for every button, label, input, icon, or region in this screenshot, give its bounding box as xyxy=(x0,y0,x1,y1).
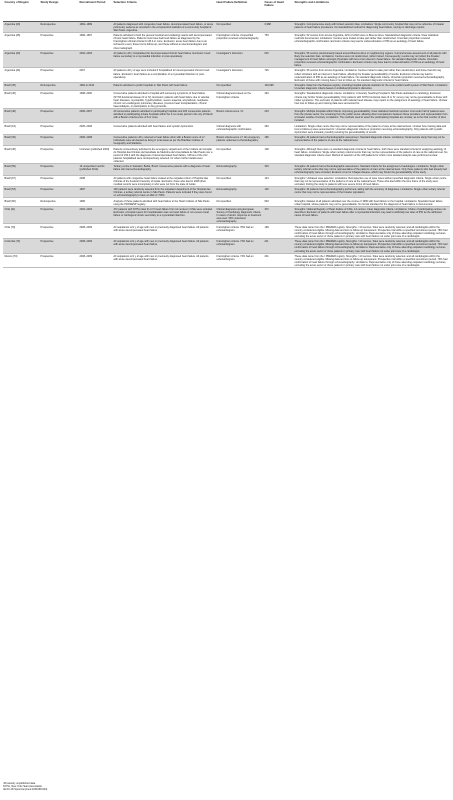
cell-design: Prospective xyxy=(39,91,78,109)
cell-cases: 194,098 xyxy=(263,82,293,90)
cell-design: Prospective xyxy=(39,146,78,164)
table-row xyxy=(3,91,450,109)
cell-period: 1992–1999 xyxy=(78,21,112,32)
cell-country: Brazil [67] xyxy=(3,175,39,186)
table-row xyxy=(3,123,450,134)
cell-country: Brazil [19] xyxy=(3,123,39,134)
cell-country: Brazil [66] xyxy=(3,198,39,206)
table-row xyxy=(3,146,450,164)
cell-strengths: Strengths: Unbiased case selection. Limitations: Retrospective use of case notes without specified diagnostic criteria. Single urban centre that may not be representative of the patterns of care at the national level. Those who died within the time frame of the study were excluded, limiting the study to patients with less severe forms of heart failure. xyxy=(293,175,450,186)
cell-strengths: Limitations: Single urban centre that may not be representative of the patterns of care at the national level. Unclear how missing data and loss to follow-up were accounted for. Uncertain diagnostic criteria or proportion receiving echocardiography. Only patients with systolic dysfunction were included, possibly reducing the generalisability of results. xyxy=(293,123,450,134)
col-header-country: Country of Region xyxy=(3,0,39,21)
cell-criteria: Consecutive patients ≥18 y referred to heart failure clinic with a Boston score of ≥7. Individuals were all classed as living in rural areas as per the Brazilian Institute of Geography and Statistics. xyxy=(112,134,215,145)
cell-cases: 372 xyxy=(263,206,293,224)
cell-definition: Echocardiography. xyxy=(215,164,263,175)
table-row xyxy=(3,50,450,68)
cell-design: Prospective xyxy=(39,206,78,224)
table-row xyxy=(3,175,450,186)
heart-failure-studies-table xyxy=(3,0,450,268)
cell-cases: 753 xyxy=(263,32,293,50)
cell-cases: 494 xyxy=(263,91,293,109)
col-header-period: Recruitment Period xyxy=(78,0,112,21)
table-row xyxy=(3,239,450,254)
table-row xyxy=(3,253,450,268)
cell-design: Prospective xyxy=(39,108,78,123)
cell-strengths: These data came from the I PREFER registry. Strengths: >10 centres. Sites were randomly selected, and all cardiologists within the country considered eligible. Missing data and loss to follow-up transparent. Prospective trial within a specified recruitment period. 73% had confirmation of heart failure through echocardiography. Limitations: Representative only of those attending outpatient cardiology services, excluding the acute sector or those patients in primary care with heart failure not under joint care of a cardiologist. xyxy=(293,253,450,268)
cell-design: Prospective xyxy=(39,50,78,68)
cell-cases: 201 xyxy=(263,253,293,268)
cell-country: Brazil [39] xyxy=(3,134,39,145)
cell-period: 2005–2006 xyxy=(78,123,112,134)
cell-period: 16 unspecified months (published 2012). xyxy=(78,164,112,175)
cell-country: Chile [70] xyxy=(3,224,39,239)
cell-period: 2008 xyxy=(78,175,112,186)
cell-strengths: Strengths: 52 centres from across Argentina, 42% of which were in Buenos Aires. Standardized diagnostic criteria. Clear statistical methods documented. Limitations: Centres were invited to take part rather than randomized. Uncertain proportion received echocardiographic confirmation. Exclusion criteria may lead to underestimation of IHD as an aetiology of heart failure. xyxy=(293,32,450,50)
cell-strengths: Strengths: Although there were no standard diagnostic criteria for heart failure, both there were standard criteria for assigning aetiology of heart failure. Limitations: Single urban tertiary referral centre that may not be representative of the patterns of care at the national level. No standard diagnostic criteria used. Method of selection of the 108 patients for whom more detailed analysis was performed unclear. xyxy=(293,146,450,164)
cell-strengths: These data came from the I PREFER registry. Strengths: >10 centres. Sites were randomly selected, and all cardiologists within the country considered eligible. Missing data and loss to follow-up transparent. Prospective trial within a specified recruitment period. 73% had confirmation of heart failure through echocardiography. Limitations: Representative only of those attending outpatient cardiology services, excluding the acute sector or those patients in primary care with heart failure not under joint care of a cardiologist. xyxy=(293,239,450,254)
cell-design: Retrospective xyxy=(39,198,78,206)
cell-period: 1996 xyxy=(78,198,112,206)
cell-design: Retrospective xyxy=(39,21,78,32)
cell-criteria: All outpatients ≥21 y of age with new or previously diagnosed heart failure. All patients with acute decompensated heart failure. xyxy=(112,253,215,268)
cell-definition: Boston criteria score ≥7. All emergency patients underwent echocardiography. xyxy=(215,134,263,145)
footnote-doi: doi:10.1371/journal.pmed.1001699.t002 xyxy=(3,788,48,792)
cell-criteria: All consecutive patients admitted to participating hospitals and 183 consecutive patients admitted to participating private hospitals within the 3-mo study period in the city of Niterói with a Boston criteria score of 8 or more. xyxy=(112,108,215,123)
cell-cases: 303 xyxy=(263,164,293,175)
cell-definition: Investigator's discretion. xyxy=(215,68,263,83)
cell-criteria: All patients ≥18 y of age were included if hospitalised for decompensated chronic heart failure. Exclusion: heart failure as a complication of a myocardial infarction or post-operatively. xyxy=(112,68,215,83)
table-row xyxy=(3,164,450,175)
cell-period: 1992 to 2010 xyxy=(78,82,112,90)
cell-criteria: All outpatients ≥21 y of age with new or previously diagnosed heart failure. All patients with acute decompensated heart failure. xyxy=(112,224,215,239)
cell-definition: Boston criteria score >8. xyxy=(215,108,263,123)
cell-period: 2002–2003 xyxy=(78,50,112,68)
cell-criteria: All patients diagnosed with congestive heart failure, decompensated heart failure, or acute pulmonary oedema as recorded in the computerized statistics of a community hospital of São Paulo, Argentina. xyxy=(113,22,214,32)
table-row xyxy=(3,186,450,197)
cell-strengths: Strengths: Multiple hospitals within Niterói, improving generalisability. Clear statistical methods reported. Just under half of patients were from the private sector, the remaining from the public sector, allowing direct comparisons between these providers and representation from a broader swathe of society. Limitations: The methods used to select the participating hospitals are unclear, as is the final number of sites included. xyxy=(293,108,450,123)
cell-country: Mexico [70] xyxy=(3,253,39,268)
table-header-row xyxy=(3,0,450,21)
cell-period: 1996–1997 xyxy=(78,32,112,50)
cell-criteria: Patients consecutively admitted to the emergency department of the Instituto do Coração do Hospital das Clínicas da Faculdade de Medicina da Universidade de São Paulo over a period of 150 d with the diagnosis of decompensated heart failure. 108 out of the 212 patients hospitalised were retrospectively selected, for whom further details were collected. xyxy=(112,146,215,164)
cell-country: Argentina [43] xyxy=(3,50,39,68)
cell-cases: 6,988 xyxy=(263,21,293,32)
cell-period: 2008–2009 xyxy=(78,224,112,239)
cell-period: 1998–2000 xyxy=(78,91,112,109)
cell-cases: 211 xyxy=(263,239,293,254)
cell-criteria: All patients ≥18 y hospitalised for decompensated chronic heart failure. Exclusion: heart failure secondary to a myocardial infarction or post-operatively. xyxy=(112,50,215,68)
cell-strengths: Strengths: All patients had echocardiographic assessment. Standard diagnostic criteria. Limitations: Small sample study that may not be representative of the patterns of care at the national level. xyxy=(293,134,450,145)
table-row xyxy=(3,32,450,50)
cell-design: Prospective xyxy=(39,68,78,83)
cell-strengths: Strengths: All patients had echocardiographic assessment. Standard criteria for the assignment of aetiologies. Limitations: Single urban tertiary referral centre that may not be representative of the patterns of care at the national level. Only those patients who had already had echocardiography were included. Endemic zone for Chagas disease, which may hinder the generalisability of the study. xyxy=(293,164,450,175)
table-footnotes xyxy=(3,782,450,792)
cell-definition: Not specified. xyxy=(215,21,263,32)
cell-strengths: Strengths: All patients had echocardiography performed, aiding with the accuracy of diagnoses. Limitations: Single urban tertiary referral centre that may not be representative of the broader population. xyxy=(293,186,450,197)
cell-criteria: All outpatients ≥21 y of age with new or previously diagnosed heart failure. All patients with acute decompensated heart failure. xyxy=(112,239,215,254)
cell-cases: 100 xyxy=(263,186,293,197)
table-row xyxy=(3,206,450,224)
cell-design: Prospective xyxy=(39,32,78,50)
cell-definition: Clinical diagnosis with echocardiographic confirmation. xyxy=(215,123,263,134)
cell-design: Prospective xyxy=(39,239,78,254)
table-row xyxy=(3,134,450,145)
cell-definition: Framingham criteria. Unspecified proportion received echocardiography. xyxy=(215,32,263,50)
cell-design: Prospective xyxy=(39,164,78,175)
cell-criteria: Consecutive patients admitted to hospital with worsening symptoms of heart failure (NYHA functional classes III or IV). Exclusion: patients with heart failure due to valvular heart diseases, myocarditis, hypothyroidism, severe anaemia, amyloidosis, neoplasia, chronic non-cardiogenic pulmonary diseases, previous heart transplantation, chronic haemodialysis, or participation in drug protocols. xyxy=(112,91,215,109)
cell-definition: Framingham criteria. 78% had an echocardiogram. xyxy=(215,224,263,239)
cell-strengths: Strengths: Comprehensive study with limited selection bias. Limitations: Single community hospital that may not be reflective of broader patterns of heart failure prevalence. No standardized method for diagnosing heart failure, relying on discharge reports. xyxy=(293,21,450,32)
cell-design: Prospective xyxy=(39,224,78,239)
col-header-definition: Heart Failure Definition xyxy=(215,0,263,21)
cell-period: 2006–2008 xyxy=(78,134,112,145)
table-row xyxy=(3,21,450,32)
cell-definition: Framingham criteria. 73% had an echocardiogram. xyxy=(215,239,263,254)
cell-strengths: Strengths: 56 centres from across Argentina. Limitations: Centres invited to take part rather than randomized, and those that did may reflect clinicians with an interest in heart failure, affecting the broader generalisability of results. Exclusion criteria may lead to underestimation of IHD as an aetiology of heart failure. No standard diagnostic criteria. Uncertain proportion received echocardiography. Exclusion of those with missing data or lost to follow-up. No standard diagnostic criteria for heart failure. xyxy=(293,68,450,83)
cell-design: Prospective xyxy=(39,186,78,197)
cell-country: Brazil [46] xyxy=(3,91,39,109)
table-row xyxy=(3,68,450,83)
cell-country: Colombia [70] xyxy=(3,239,39,254)
cell-criteria: Patients admitted to both the general medical and cardiology wards with decompensated chronic heart failure. Patients must have had heart failure as diagnosed by the Framingham clinical criteria for 28 d or more. Exclusion: acute heart failure due to an ischaemic event, those lost to follow-up, and those without an electrocardiogram and chest radiograph. xyxy=(112,32,215,50)
cell-country: Brazil [59] xyxy=(3,164,39,175)
cell-cases: 199 xyxy=(263,224,293,239)
cell-strengths: Strengths: 56 centres predominantly based around Buenos Aires or neighbouring regions. Comprehensive assessment of all patients with likely low selection bias. Limitations: Centres were not randomized, rather invited. Consequently, results may not reflect the broader management of heart failure amongst physicians with less of an interest in heart failure. No standard diagnostic criteria. Uncertain proportion received echocardiographic confirmation. Exclusion criteria may have lead to underestimation of IHD as an aetiology of heart failure. xyxy=(293,50,450,68)
table-body xyxy=(3,21,450,268)
cell-definition: Clinical diagnosis based on the Framingham criteria. xyxy=(215,91,263,109)
cell-country: Argentina [25] xyxy=(3,32,39,50)
cell-country: Argentina [23] xyxy=(3,21,39,32)
cell-cases: 263 xyxy=(263,123,293,134)
cell-criteria: 372 patients with NYHA class III or IV heart failure from 14 centres in Chile were included. Exclusion: principal reason for hospitalisation was not heart failure or non-severe heart failure or cardiogenic shock secondary to a myocardial infarction. xyxy=(112,206,215,224)
cell-country: Brazil [53] xyxy=(3,186,39,197)
cell-criteria: 100 patients were randomly selected from the outpatient department of the Hospital das Clínicas, a tertiary referral centre in São Paulo. Patients were included if they were found on echocardiography to have a LVEF of <50%. xyxy=(112,186,215,197)
table-row xyxy=(3,224,450,239)
col-header-strengths: Strengths and Limitations xyxy=(293,0,450,21)
cell-definition: Not specified. xyxy=(215,198,263,206)
col-header-criteria: Selection Criteria xyxy=(112,0,215,21)
cell-cases: 615 xyxy=(263,50,293,68)
cell-definition: Clinical diagnosis using European Society of Cardiology diagnostic criteria. In cases of doubt: response to treatment was used. 53% underwent echocardiography. xyxy=(216,208,262,224)
cell-criteria: All patients with congestive heart failure treated at the outpatient clinic of Hospital das Clínicas of the Federal University of Goiás. Exclusion: those who died in 2008 (their medical records were incomplete) or who were not from the state of Goiás. xyxy=(112,175,215,186)
cell-definition: Not specified. xyxy=(215,146,263,164)
table-row xyxy=(3,82,450,90)
cell-country: Chile [41] xyxy=(3,206,39,224)
cell-criteria: Analysis of those patients admitted with heart failure to the Heart Institute of São Paulo using the PRODESP registry. xyxy=(112,198,215,206)
cell-period: 2002–2004 xyxy=(78,206,112,224)
cell-design: Prospective xyxy=(39,134,78,145)
cell-country: Brazil [45] xyxy=(3,82,39,90)
cell-period: 1997 xyxy=(78,186,112,197)
footnote: NYHA, New York Heart Association. xyxy=(3,785,43,789)
cell-criteria: Tertiary centre in Salvador, Bahia, Brazil. Consecutive patients with a diagnosis of heart failure who had echocardiography. xyxy=(112,164,215,175)
cell-definition: Not specified. xyxy=(215,82,263,90)
cell-cases: 144 xyxy=(263,175,293,186)
cell-country: Argentina [44] xyxy=(3,68,39,83)
cell-definition: Investigator's discretion. xyxy=(215,50,263,68)
cell-strengths: Strengths: Data from the Datasus registry, providing hospital episode statistics for the entire public health system of São Paulo. Limitations: Uncertain diagnostic criteria based on individual physician's discretion. xyxy=(294,84,449,91)
cell-criteria: Patients admitted to public hospitals in São Paulo with heart failure. xyxy=(112,82,215,90)
table-row xyxy=(3,198,450,206)
cell-strengths: Strengths: Dataset of all patients admitted over the course of 1996 with heart failure to the hospital. Limitations: Specialist heart failure urban hospital, whose patients may not be generalisable. No formal standard for the diagnosis of heart failure is documented. xyxy=(293,198,450,206)
cell-cases: 166 xyxy=(263,134,293,145)
table-row xyxy=(3,108,450,123)
cell-definition: Not specified. xyxy=(215,175,263,186)
cell-strengths: Strengths: National Registry of Heart Failure of Chile, 14 centres. Clear diagnostic criteria. Limitations: Choice of participating centres not described. Exclusion of patients with heart failure after a myocardial infarction may lead to artificially low rates of IHD as the attributed cause of heart failure. xyxy=(293,206,450,224)
cell-country: Brazil [48] xyxy=(3,108,39,123)
col-header-design: Study Design xyxy=(39,0,78,21)
footnote: ¹Previously unpublished data. xyxy=(3,782,36,785)
cell-country: Brazil [46] xyxy=(3,146,39,164)
cell-cases: 203 xyxy=(263,108,293,123)
cell-period: 2007 xyxy=(78,68,112,83)
cell-definition: Framingham criteria. 73% had an echocardiogram. xyxy=(215,253,263,268)
col-header-cases: Cases of Heart Failure xyxy=(263,0,293,21)
cell-design: Prospective xyxy=(39,175,78,186)
cell-period: 2008–2009 xyxy=(78,239,112,254)
cell-cases: 903 xyxy=(263,198,293,206)
cell-period: Unknown (published 2000) xyxy=(78,146,112,164)
cell-definition: Echocardiography. xyxy=(215,186,263,197)
cell-period: 2006–2007 xyxy=(78,108,112,123)
cell-period: 2008–2009 xyxy=(78,253,112,268)
cell-criteria: Consecutive patients admitted with heart failure and systolic dysfunction. xyxy=(112,123,215,134)
cell-design: Prospective xyxy=(39,253,78,268)
cell-strengths: These data came from the I PREFER registry. Strengths: >10 centres. Sites were randomly selected, and all cardiologists within the country considered eligible. Missing data and loss to follow-up transparent. Prospective trial within a specified recruitment period. 78% had confirmation of heart failure through echocardiography. Limitations: Representative only of those attending outpatient cardiology services, excluding the acute sector or those patients in primary care with heart failure not under joint care of a cardiologist. xyxy=(293,224,450,239)
cell-strengths: Strengths: Standardized diagnostic criteria. Limitations: University Teaching Hospital in São Paulo dedicated to cardiology. Exclusion criteria may further hinder generalisability. Only patients with NYHA functional class III or IV; survey may not be generalisable to those with milder symptoms. The exclusion of patients with valvular heart disease may impact on the assignment of aetiology of heart failure. Unclear how loss to follow-up and missing data were accounted for. xyxy=(293,91,450,109)
cell-cases: 108 xyxy=(263,146,293,164)
cell-design: Prospective xyxy=(39,123,78,134)
cell-design: Retrospective xyxy=(39,82,78,90)
cell-cases: 726 xyxy=(263,68,293,83)
